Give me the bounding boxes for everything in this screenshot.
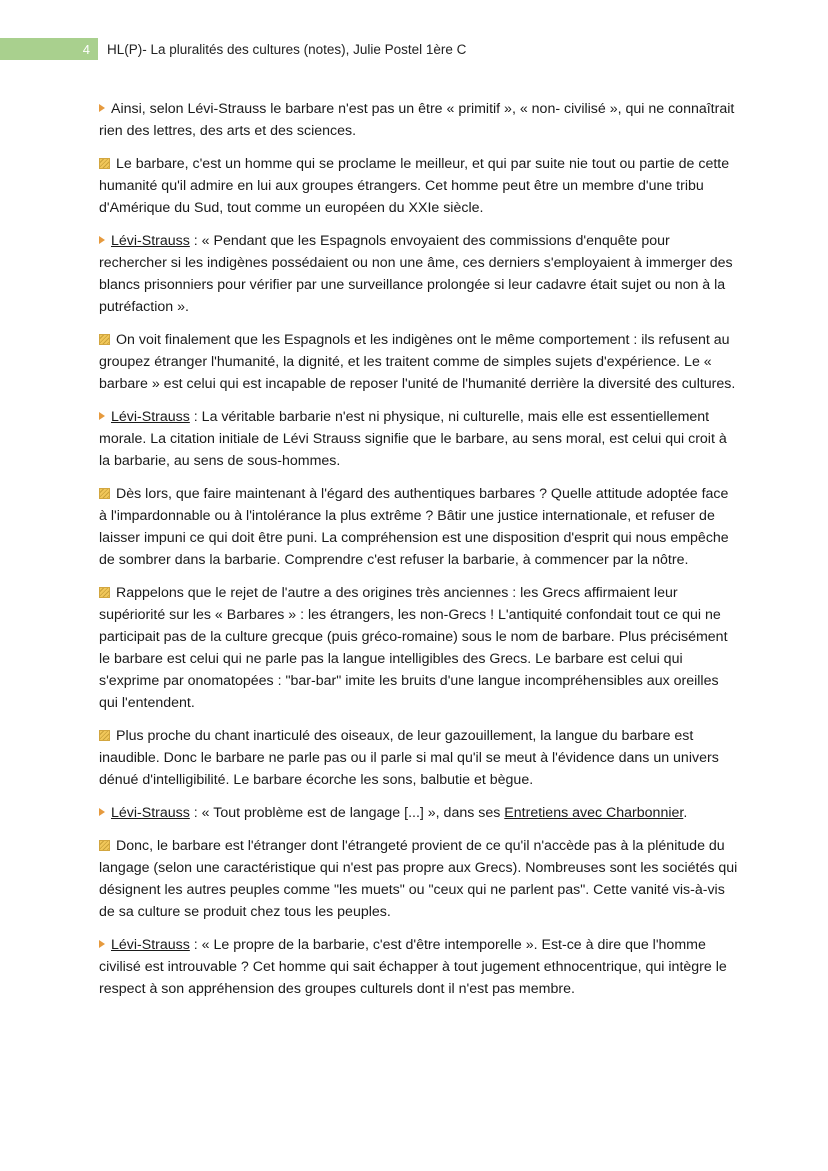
arrow-icon [99,236,105,244]
author-reference: Lévi-Strauss [111,233,190,249]
paragraph [99,98,739,142]
header-title: HL(P)- La pluralités des cultures (notes), Julie Postel 1ère C [107,41,467,57]
arrow-icon [99,412,105,420]
paragraph-text: Dès lors, que faire maintenant à l'égard des authentiques barbares ? Quelle attitude adoptée face à l'impardonnable ou à l'intolérance la plus extrême ? Bâtir une justice internationale, et refuser de laisser impuni ce qui doit être puni. La compréhension est une disposition d'esprit qui nous empêche de sombrer dans la barbarie. Comprendre c'est refuser la barbarie, à commencer par la nôtre. [99,486,729,568]
arrow-icon [99,104,105,112]
paragraph [99,406,739,472]
book-reference: Entretiens avec Charbonnier [504,805,684,821]
author-reference: Lévi-Strauss [111,409,190,425]
author-reference: Lévi-Strauss [111,805,190,821]
paragraph-text: Rappelons que le rejet de l'autre a des origines très anciennes : les Grecs affirmaient leur supériorité sur les « Barbares » : les étrangers, les non-Grecs ! L'antiquité confondait tout ce qui ne participait pas de la culture grecque (puis gréco-romaine) sous le nom de barbare. Plus précisément le barbare est celui qui ne parle pas la langue intelligibles des Grecs. Le barbare est celui qui s'exprime par onomatopées : "bar-bar" imite les bruits d'une langue incompréhensibles aux oreilles qui l'entendent. [99,585,728,711]
page-number: 4 [0,38,98,60]
paragraph [99,230,739,318]
paragraph-text: : « Tout problème est de langage [...] », dans ses [189,805,505,821]
document-body [99,98,739,1011]
paragraph-text: Ainsi, selon Lévi-Strauss le barbare n'est pas un être « primitif », « non- civilisé », qui ne connaîtrait rien des lettres, des arts et des sciences. [99,101,735,139]
paragraph [99,725,739,791]
paragraph [99,483,739,571]
paragraph [99,934,739,1000]
paragraph [99,802,739,824]
paragraph-text: : « Le propre de la barbarie, c'est d'être intemporelle ». Est-ce à dire que l'homme civilisé est introuvable ? Cet homme qui sait échapper à tout jugement ethnocentrique, qui intègre le respect à son appréhension des groupes culturels dont il n'est pas membre. [99,937,727,997]
arrow-icon [99,940,105,948]
paragraph-text: Le barbare, c'est un homme qui se proclame le meilleur, et qui par suite nie tout ou partie de cette humanité qu'il admire en lui aux groupes étrangers. Cet homme peut être un membre d'une tribu d'Amérique du Sud, tout comme un européen du XXIe siècle. [99,156,730,216]
page-header [0,38,466,60]
paragraph-text: Plus proche du chant inarticulé des oiseaux, de leur gazouillement, la langue du barbare est inaudible. Donc le barbare ne parle pas ou il parle si mal qu'il se meut à l'évidence dans un univers dénué d'intelligibilité. Le barbare écorche les sons, balbutie et bègue. [99,728,719,788]
paragraph [99,835,739,923]
square-icon [99,334,110,345]
paragraph [99,582,739,714]
square-icon [99,730,110,741]
arrow-icon [99,808,105,816]
paragraph-text: : « Pendant que les Espagnols envoyaient des commissions d'enquête pour rechercher si les indigènes possédaient ou non une âme, ces derniers s'employaient à immerger des blancs prisonniers pour vérifier par une surveillance prolongée si leur cadavre était sujet ou non à la putréfaction ». [99,233,733,315]
paragraph-text: On voit finalement que les Espagnols et les indigènes ont le même comportement : ils refusent au groupez étranger l'humanité, la dignité, et les traitent comme de simples sujets d'expérience. Le « barbare » est celui qui est incapable de reposer l'unité de l'humanité derrière la diversité des cultures. [99,332,736,392]
paragraph [99,329,739,395]
square-icon [99,488,110,499]
paragraph-text: : La véritable barbarie n'est ni physique, ni culturelle, mais elle est essentiellement morale. La citation initiale de Lévi Strauss signifie que le barbare, au sens moral, est celui qui croit à la barbarie, au sens de sous-hommes. [99,409,727,469]
paragraph-text: Donc, le barbare est l'étranger dont l'étrangeté provient de ce qu'il n'accède pas à la plénitude du langage (selon une caractéristique qui n'est pas propre aux Grecs). Nombreuses sont les sociétés qui désignent les autres peuples comme "les muets" ou "ceux qui ne parlent pas". Cette vanité vis-à-vis de sa culture se produit chez tous les peuples. [99,838,738,920]
square-icon [99,840,110,851]
author-reference: Lévi-Strauss [111,937,190,953]
square-icon [99,158,110,169]
paragraph-tail: . [683,805,688,821]
paragraph [99,153,739,219]
square-icon [99,587,110,598]
